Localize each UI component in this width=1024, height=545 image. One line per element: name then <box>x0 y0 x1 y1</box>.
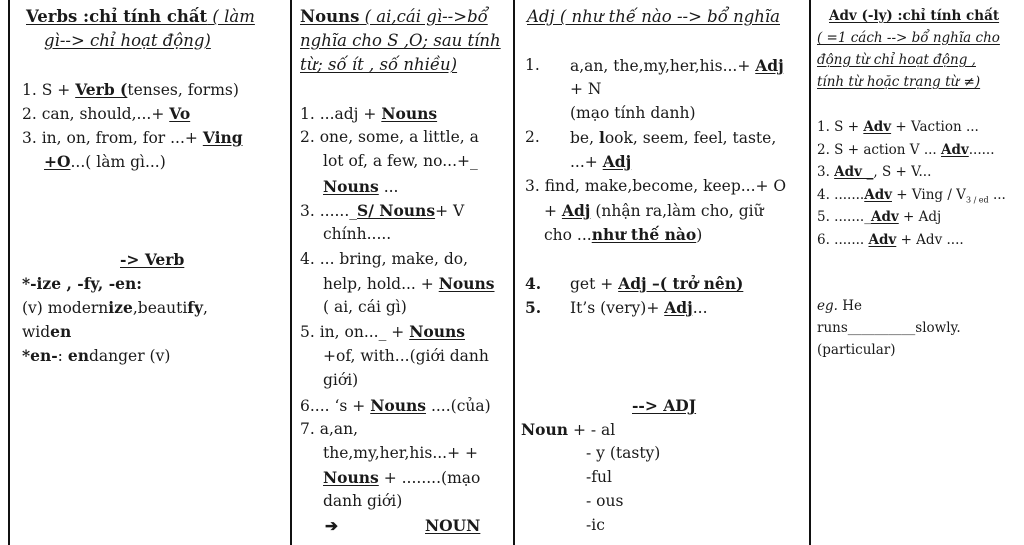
nouns-rule-5-cont2: giới) <box>323 371 359 389</box>
adv-rule-3: 3. Adv _, S + V... <box>817 164 932 180</box>
adj-rule-1-cont2: (mạo tính danh) <box>570 104 696 122</box>
nouns-rule-4: 4. ... bring, make, do, <box>300 250 469 268</box>
adj-column <box>515 0 809 545</box>
adj-rule-5: It’s (very)+ Adj... <box>570 298 708 317</box>
nouns-rule-5: 5. in, on..._ + Nouns <box>300 322 465 341</box>
adj-rule-1-num: 1. <box>525 56 540 74</box>
nouns-rule-3: 3. ......_S/ Nouns+ V <box>300 201 465 220</box>
nouns-rule-4-cont: help, hold... + Nouns <box>323 274 495 293</box>
nouns-rule-7-cont2: Nouns + ........(mạo <box>323 468 481 487</box>
verb-prefix-example: *en-: endanger (v) <box>22 346 171 365</box>
adj-rule-4-num: 4. <box>525 274 542 293</box>
nouns-rule-1: 1. ...adj + Nouns <box>300 104 438 123</box>
nouns-rule-7-cont3: danh giới) <box>323 492 403 510</box>
adj-rule-5-num: 5. <box>525 298 542 317</box>
verb-suffix-example: (v) modernize,beautify, <box>22 298 208 317</box>
adv-example: eg. He <box>817 298 862 314</box>
adj-suffix-title: --> ADJ <box>632 396 697 415</box>
adv-rule-5: 5. ......._Adv + Adj <box>817 209 942 225</box>
adv-rule-2: 2. S + action V ... Adv...... <box>817 142 995 158</box>
adv-example-line2: runs__________slowly. <box>817 320 961 336</box>
arrow-icon: ➔ <box>325 516 338 535</box>
adj-suffix-ful: -ful <box>586 468 612 486</box>
adv-column <box>811 0 1024 545</box>
verbs-title: Verbs :chỉ tính chất ( làm <box>26 7 255 26</box>
adj-suffix-y: - y (tasty) <box>586 444 661 462</box>
verbs-title-line2: gì--> chỉ hoạt động) <box>44 31 211 50</box>
verbs-rule-3-cont: +O...( làm gì...) <box>44 152 166 171</box>
adv-title: Adv (-ly) :chỉ tính chất <box>829 8 1000 24</box>
nouns-title-line3: từ; số ít , số nhiều) <box>300 55 458 74</box>
adv-example-line3: (particular) <box>817 342 896 358</box>
adj-rule-2: be, look, seem, feel, taste, <box>570 128 777 147</box>
verb-suffix-list: *-ize , -fy, -en: <box>22 274 142 293</box>
adv-rule-1: 1. S + Adv + Vaction ... <box>817 119 979 135</box>
nouns-rule-2: 2. one, some, a little, a <box>300 128 479 146</box>
nouns-rule-5-cont: +of, with...(giới danh <box>323 347 489 365</box>
adv-title-line3: động từ chỉ hoạt động , <box>817 52 976 68</box>
adv-title-line2: ( =1 cách --> bổ nghĩa cho <box>817 30 1000 46</box>
verb-suffix-example-2: widen <box>22 322 72 341</box>
adj-rule-2-cont: ...+ Adj <box>570 152 632 171</box>
nouns-rule-3-cont: chính..... <box>323 225 392 243</box>
verb-suffix-title: -> Verb <box>120 250 185 269</box>
nouns-column <box>292 0 513 545</box>
adj-rule-2-num: 2. <box>525 128 540 146</box>
adv-title-line4: tính từ hoặc trạng từ ≠) <box>817 74 981 90</box>
adj-suffix-noun: Noun + - al <box>521 420 616 439</box>
adj-rule-3-cont2: cho ...như thế nào) <box>544 225 703 244</box>
nouns-rule-2-cont: lot of, a few, no...+_ <box>323 152 478 170</box>
nouns-title: Nouns ( ai,cái gì-->bổ <box>300 7 488 26</box>
verbs-column <box>10 0 290 545</box>
verbs-rule-2: 2. can, should,...+ Vo <box>22 104 191 123</box>
adj-rule-3: 3. find, make,become, keep...+ O <box>525 177 787 195</box>
nouns-rule-7: 7. a,an, <box>300 420 359 438</box>
adv-rule-4: 4. .......Adv + Ving / $V_{3 / ed}$ ... <box>817 187 1006 205</box>
adj-rule-4: get + Adj –( trở nên) <box>570 274 744 293</box>
verbs-rule-3: 3. in, on, from, for ...+ Ving <box>22 128 243 147</box>
nouns-rule-2-cont2: Nouns ... <box>323 177 399 196</box>
verbs-rule-1: 1. S + Verb (tenses, forms) <box>22 80 239 99</box>
adj-title: Adj ( như thế nào --> bổ nghĩa <box>527 7 780 26</box>
nouns-title-line2: nghĩa cho S ,O; sau tính <box>300 31 501 50</box>
adj-suffix-ous: - ous <box>586 492 624 510</box>
adj-rule-1-cont: + N <box>570 80 602 98</box>
nouns-rule-7-cont: the,my,her,his...+ + <box>323 444 478 462</box>
adj-rule-1: a,an, the,my,her,his...+ Adj <box>570 56 784 75</box>
nouns-rule-6: 6.... ‘s + Nouns ....(của) <box>300 396 491 415</box>
adj-rule-3-cont: + Adj (nhận ra,làm cho, giữ <box>544 201 764 220</box>
adv-rule-6: 6. ....... Adv + Adv .... <box>817 232 964 248</box>
nouns-rule-4-cont2: ( ai, cái gì) <box>323 298 407 316</box>
noun-suffix-title: NOUN <box>425 516 481 535</box>
adj-suffix-ic: -ic <box>586 516 605 534</box>
